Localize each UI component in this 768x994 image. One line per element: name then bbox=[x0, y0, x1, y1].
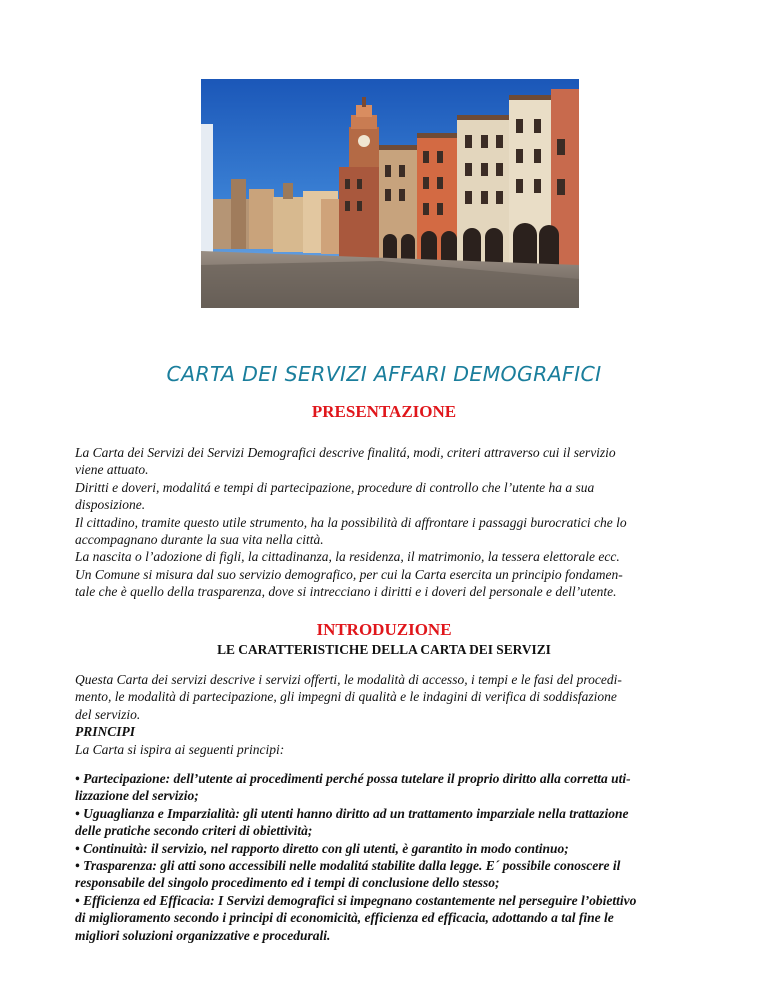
principi-list bbox=[75, 770, 697, 944]
presentazione-line: viene attuato. bbox=[75, 462, 149, 478]
introduzione-text bbox=[75, 671, 697, 758]
document-title: CARTA DEI SERVIZI AFFARI DEMOGRAFICI bbox=[166, 362, 602, 386]
piazza-illustration bbox=[201, 79, 579, 308]
introduzione-line: mento, le modalità di partecipazione, gli impegni di qualità e le indagini di verifica di soddisfazione bbox=[75, 689, 617, 705]
introduzione-heading: INTRODUZIONE bbox=[316, 620, 452, 639]
presentazione-text bbox=[75, 444, 697, 601]
presentazione-line: tale che è quello della trasparenza, dove si intrecciano i diritti e i doveri del personale e dell’utente. bbox=[75, 584, 617, 600]
principi-bullet-line: • Uguaglianza e Imparzialità: gli utenti hanno diritto ad un trattamento imparziale nella trattazione bbox=[75, 805, 629, 821]
presentazione-heading: PRESENTAZIONE bbox=[311, 402, 457, 421]
principi-bullet-line: • Trasparenza: gli atti sono accessibili nelle modalitá stabilite dalla legge. E´ possibile conoscere il bbox=[75, 858, 621, 874]
principi-bullet-line: di miglioramento secondo i principi di economicità, efficienza ed efficacia, adottando a tal fine le bbox=[75, 910, 614, 926]
principi-bullet-line: • Efficienza ed Efficacia: I Servizi demografici si impegnano costantemente nel perseguire l’obiettivo bbox=[75, 892, 637, 908]
principi-label: PRINCIPI bbox=[75, 724, 136, 740]
introduzione-subheading: LE CARATTERISTICHE DELLA CARTA DEI SERVIZI bbox=[217, 642, 551, 657]
introduzione-line: del servizio. bbox=[75, 706, 141, 722]
presentazione-line: Il cittadino, tramite questo utile strumento, ha la possibilità di affrontare i passaggi burocratici che lo bbox=[75, 514, 627, 530]
principi-intro: La Carta si ispira ai seguenti principi: bbox=[75, 741, 285, 757]
presentazione-line: La nascita o l’adozione di figli, la cittadinanza, la residenza, il matrimonio, la tessera elettorale ecc. bbox=[75, 549, 620, 565]
cover-photo bbox=[201, 79, 579, 308]
presentazione-line: disposizione. bbox=[75, 497, 146, 513]
principi-bullet-line: delle pratiche secondo criteri di obiettività; bbox=[75, 823, 313, 839]
principi-bullet-line: responsabile del singolo procedimento ed i tempi di conclusione dello stesso; bbox=[75, 875, 500, 891]
presentazione-line: accompagnano durante la sua vita nella città. bbox=[75, 532, 324, 548]
presentazione-line: La Carta dei Servizi dei Servizi Demografici descrive finalitá, modi, criteri attraverso cui il servizio bbox=[75, 445, 616, 460]
principi-bullet-line: lizzazione del servizio; bbox=[75, 788, 199, 804]
introduzione-line: Questa Carta dei servizi descrive i servizi offerti, le modalità di accesso, i tempi e le fasi del procedi- bbox=[75, 672, 622, 687]
principi-bullet-line: • Continuità: il servizio, nel rapporto diretto con gli utenti, è garantito in modo continuo; bbox=[75, 840, 569, 856]
presentazione-line: Diritti e doveri, modalitá e tempi di partecipazione, procedure di controllo che l’utente ha a sua bbox=[75, 479, 595, 495]
principi-bullet-line: • Partecipazione: dell’utente ai procedimenti perché possa tutelare il proprio diritto alla corretta uti- bbox=[75, 771, 631, 786]
principi-bullet-line: migliori soluzioni organizzative e procedurali. bbox=[75, 927, 331, 943]
presentazione-line: Un Comune si misura dal suo servizio demografico, per cui la Carta esercita un principio fondamen- bbox=[75, 566, 623, 582]
